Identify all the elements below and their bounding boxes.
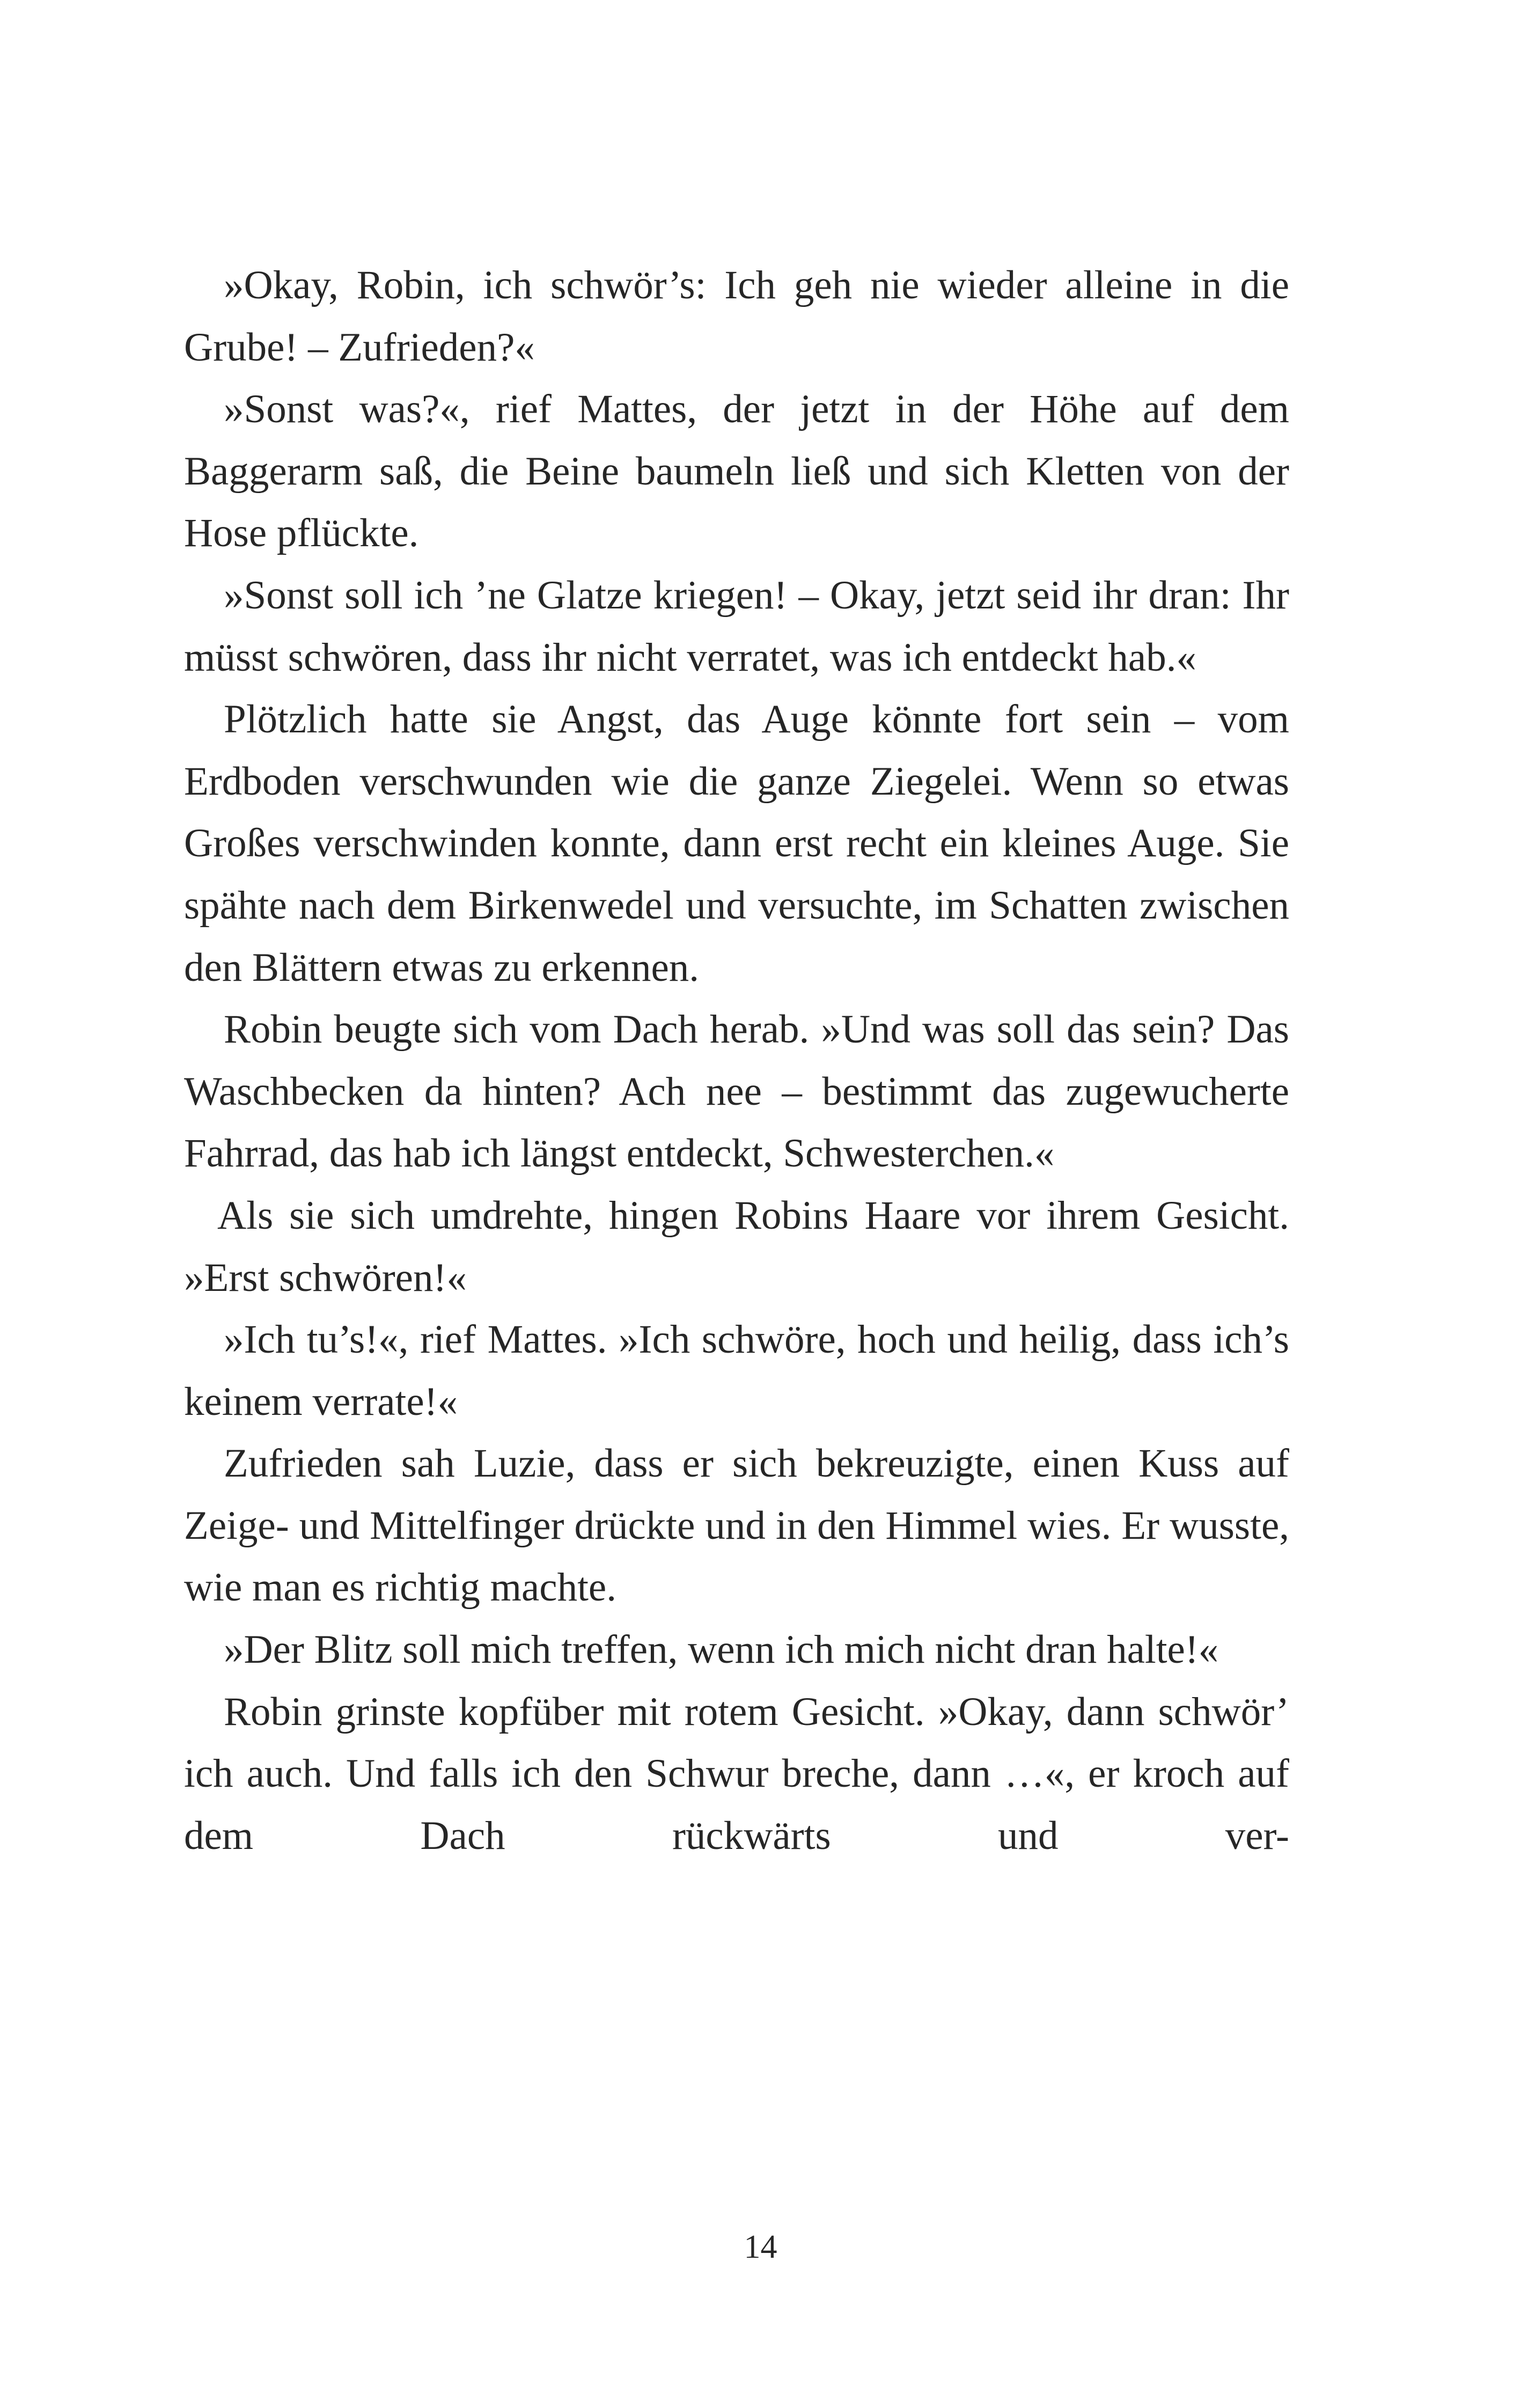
paragraph: »Okay, Robin, ich schwör’s: Ich geh nie wieder alleine in die Grube! – Zufrieden?« [184,263,1289,370]
paragraph: »Ich tu’s!«, rief Mattes. »Ich schwöre, hoch und heilig, dass ich’s keinem verrate!« [184,1317,1289,1424]
paragraph: Als sie sich umdrehte, hingen Robins Haare vor ihrem Gesicht. »Erst schwören!« [184,1193,1289,1300]
page-number: 14 [744,2229,777,2265]
paragraph: »Der Blitz soll mich treffen, wenn ich mich nicht dran halte!« [224,1627,1219,1672]
paragraph: Plötzlich hatte sie Angst, das Auge könnte fort sein – vom Erdboden verschwunden wie die ganze Ziegelei. Wenn so etwas Großes verschwinden konnte, dann erst recht ein kleines Auge. Sie spähte nach dem Birkenwedel und versuchte, im Schatten zwischen den Blättern etwas zu erkennen. [184,697,1289,990]
paragraph: Zufrieden sah Luzie, dass er sich bekreuzigte, einen Kuss auf Zeige- und Mittelfinger drückte und in den Himmel wies. Er wusste, wie man es richtig machte. [184,1441,1289,1610]
paragraph: Robin grinste kopfüber mit rotem Gesicht. »Okay, dann schwör’ ich auch. Und falls ich den Schwur breche, dann …«, er kroch auf dem Dach rückwärts und ver- [184,1689,1289,1858]
body-text [184,254,1289,1867]
paragraph: Robin beugte sich vom Dach herab. »Und was soll das sein? Das Waschbecken da hinten? Ach nee – bestimmt das zugewucherte Fahrrad, das hab ich längst entdeckt, Schwesterchen.« [184,1007,1289,1176]
paragraph: »Sonst was?«, rief Mattes, der jetzt in der Höhe auf dem Baggerarm saß, die Beine baumeln ließ und sich Kletten von der Hose pflückte. [184,387,1289,556]
paragraph: »Sonst soll ich ’ne Glatze kriegen! – Okay, jetzt seid ihr dran: Ihr müsst schwören, dass ihr nicht verratet, was ich entdeckt hab.« [184,572,1289,680]
